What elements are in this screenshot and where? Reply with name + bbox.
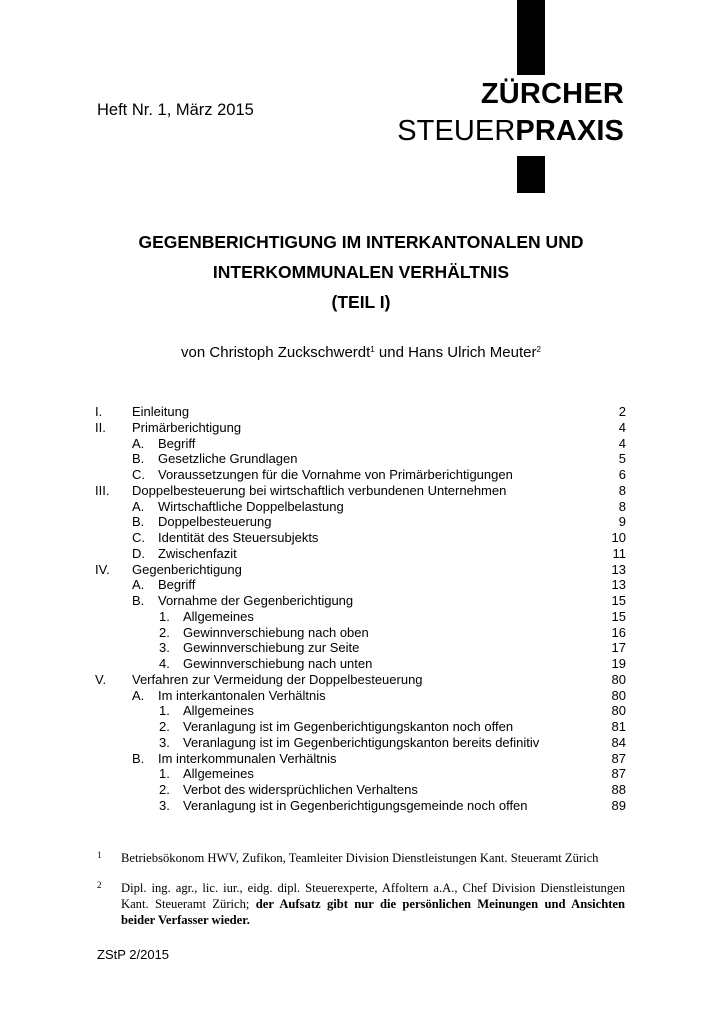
toc-page-number: 6 [618,467,626,482]
toc-page-number: 81 [611,719,626,734]
toc-page-number: 13 [611,561,626,577]
toc-row[interactable] [95,625,626,641]
toc-row[interactable] [95,688,626,704]
footnote-mark: 2 [97,880,102,890]
toc-entry-text: Im interkantonalen Verhältnis [158,687,326,703]
toc-number: C. [132,530,145,545]
toc-page-number: 15 [611,593,626,608]
logo-bar-bottom [517,156,545,193]
toc-page-number: 4 [618,435,626,451]
toc-entry-text: Veranlagung ist im Gegenberichtigungskanton noch offen [183,719,514,734]
toc-number: B. [132,451,145,467]
toc-entry-text: Gewinnverschiebung nach oben [183,624,369,640]
footnote-text: Betriebsökonom HWV, Zufikon, Teamleiter Division Dienstleistungen Kant. Steueramt Zürich [121,851,599,865]
toc-entry-text: Allgemeines [183,766,254,782]
toc-row[interactable] [95,798,626,814]
toc-entry-text: Wirtschaftliche Doppelbelastung [158,498,344,514]
footnote-1 [97,850,625,866]
toc-row[interactable] [95,577,626,593]
toc-number: IV. [95,561,110,577]
toc-row[interactable] [95,719,626,735]
toc-page-number: 84 [611,734,626,750]
toc-page-number: 80 [611,671,626,687]
page-footer: ZStP 2/2015 [97,947,170,962]
toc-entry-text: Gewinnverschiebung zur Seite [183,640,360,656]
toc-row[interactable] [95,562,626,578]
toc-row[interactable] [95,751,626,767]
logo-light: STEUER [397,115,516,147]
toc-number: 1. [159,608,170,624]
toc-page-number: 2 [618,404,626,419]
toc-page-number: 19 [611,656,626,671]
toc-row[interactable] [95,530,626,546]
toc-number: B. [132,514,145,530]
toc-entry-text: Begriff [158,577,196,593]
toc-row[interactable] [95,420,626,436]
toc-page-number: 5 [618,451,626,467]
toc-row[interactable] [95,782,626,798]
toc-page-number: 13 [611,577,626,593]
toc-number: III. [95,482,110,498]
toc-number: 1. [159,703,170,719]
toc-entry-text: Identität des Steuersubjekts [158,530,319,545]
logo-line-2 [397,117,624,146]
toc-entry-text: Verfahren zur Vermeidung der Doppelbesteuerung [132,671,423,687]
footnote-ref-1[interactable]: 1 [370,345,375,354]
toc-page-number: 9 [618,514,626,530]
toc-page-number: 8 [618,498,626,514]
toc-number: 3. [159,734,170,750]
toc-number: A. [132,577,145,593]
toc-row[interactable] [95,436,626,452]
toc-number: 2. [159,719,170,734]
authors-line [60,344,662,361]
toc-page-number: 11 [612,545,626,561]
toc-row[interactable] [95,640,626,656]
logo-line-1: ZÜRCHER [480,78,624,110]
toc-row[interactable] [95,735,626,751]
toc-row[interactable] [95,546,626,562]
toc-number: B. [132,593,145,608]
toc-page-number: 80 [611,703,626,719]
toc-number: 1. [159,766,170,782]
toc-row[interactable] [95,656,626,672]
toc-entry-text: Im interkommunalen Verhältnis [158,750,337,766]
toc-entry-text: Einleitung [132,404,190,419]
toc-row[interactable] [95,703,626,719]
toc-entry-text: Begriff [158,435,196,451]
toc-entry-text: Gewinnverschiebung nach unten [183,656,373,671]
footnote-ref-2[interactable]: 2 [536,345,541,354]
toc-number: 2. [159,624,170,640]
toc-row[interactable] [95,514,626,530]
toc-row[interactable] [95,609,626,625]
toc-number: D. [132,545,145,561]
issue-label: Heft Nr. 1, März 2015 [97,101,254,119]
title-line-3: (TEIL I) [331,292,391,312]
toc-row[interactable] [95,593,626,609]
toc-row[interactable] [95,766,626,782]
toc-page-number: 15 [611,608,626,624]
toc-number: B. [132,750,145,766]
table-of-contents [95,404,626,814]
toc-page-number: 17 [611,640,626,656]
toc-entry-text: Doppelbesteuerung bei wirtschaftlich verbundenen Unternehmen [132,482,507,498]
toc-number: 4. [159,656,170,671]
toc-number: 3. [159,640,170,656]
toc-page-number: 8 [618,482,626,498]
toc-page-number: 80 [611,687,626,703]
toc-entry-text: Allgemeines [183,703,254,719]
toc-entry-text: Zwischenfazit [158,545,237,561]
toc-number: V. [95,671,107,687]
logo-bar-top [517,0,545,75]
toc-page-number: 87 [611,750,626,766]
toc-page-number: 87 [611,766,626,782]
title-line-2: INTERKOMMUNALEN VERHÄLTNIS [212,262,510,282]
toc-number: 2. [159,782,170,797]
toc-number: C. [132,467,145,482]
toc-entry-text: Veranlagung ist im Gegenberichtigungskanton bereits definitiv [183,734,540,750]
toc-page-number: 88 [611,782,626,797]
toc-number: I. [95,404,103,419]
toc-row[interactable] [95,404,626,420]
toc-page-number: 4 [618,419,626,435]
author-1: von Christoph Zuckschwerdt [181,344,371,361]
toc-number: 3. [159,797,170,813]
toc-number: A. [132,687,145,703]
title-line-1: GEGENBERICHTIGUNG IM INTERKANTONALEN UND [138,232,584,252]
toc-entry-text: Verbot des widersprüchlichen Verhaltens [183,782,418,797]
toc-entry-text: Gegenberichtigung [132,561,242,577]
toc-row[interactable] [95,672,626,688]
toc-row[interactable] [95,467,626,483]
footnote-mark: 1 [97,850,102,860]
toc-entry-text: Vornahme der Gegenberichtigung [158,593,354,608]
toc-row[interactable] [95,451,626,467]
toc-row[interactable] [95,499,626,515]
logo-bold: PRAXIS [515,115,624,147]
toc-page-number: 10 [611,530,626,545]
footnote-2 [97,880,625,928]
author-2: und Hans Ulrich Meuter [374,344,537,361]
toc-number: A. [132,498,145,514]
toc-entry-text: Doppelbesteuerung [158,514,272,530]
toc-entry-text: Voraussetzungen für die Vornahme von Primärberichtigungen [158,467,513,482]
toc-page-number: 16 [611,624,626,640]
toc-row[interactable] [95,483,626,499]
toc-entry-text: Gesetzliche Grundlagen [158,451,298,467]
toc-entry-text: Allgemeines [183,608,254,624]
toc-page-number: 89 [611,797,626,813]
toc-number: II. [95,419,106,435]
footnote-text: Dipl. ing. agr., lic. iur., eidg. dipl. Steuerexperte, Affoltern a.A., Chef Division Dienstleistungen Kant. Steueramt Zürich; [121,881,625,911]
toc-entry-text: Veranlagung ist in Gegenberichtigungsgemeinde noch offen [183,797,528,813]
toc-entry-text: Primärberichtigung [132,419,242,435]
footnote-bold-text: der Aufsatz gibt nur die persönlichen Meinungen und Ansichten beider Verfasser wieder. [121,897,626,927]
toc-number: A. [132,435,145,451]
